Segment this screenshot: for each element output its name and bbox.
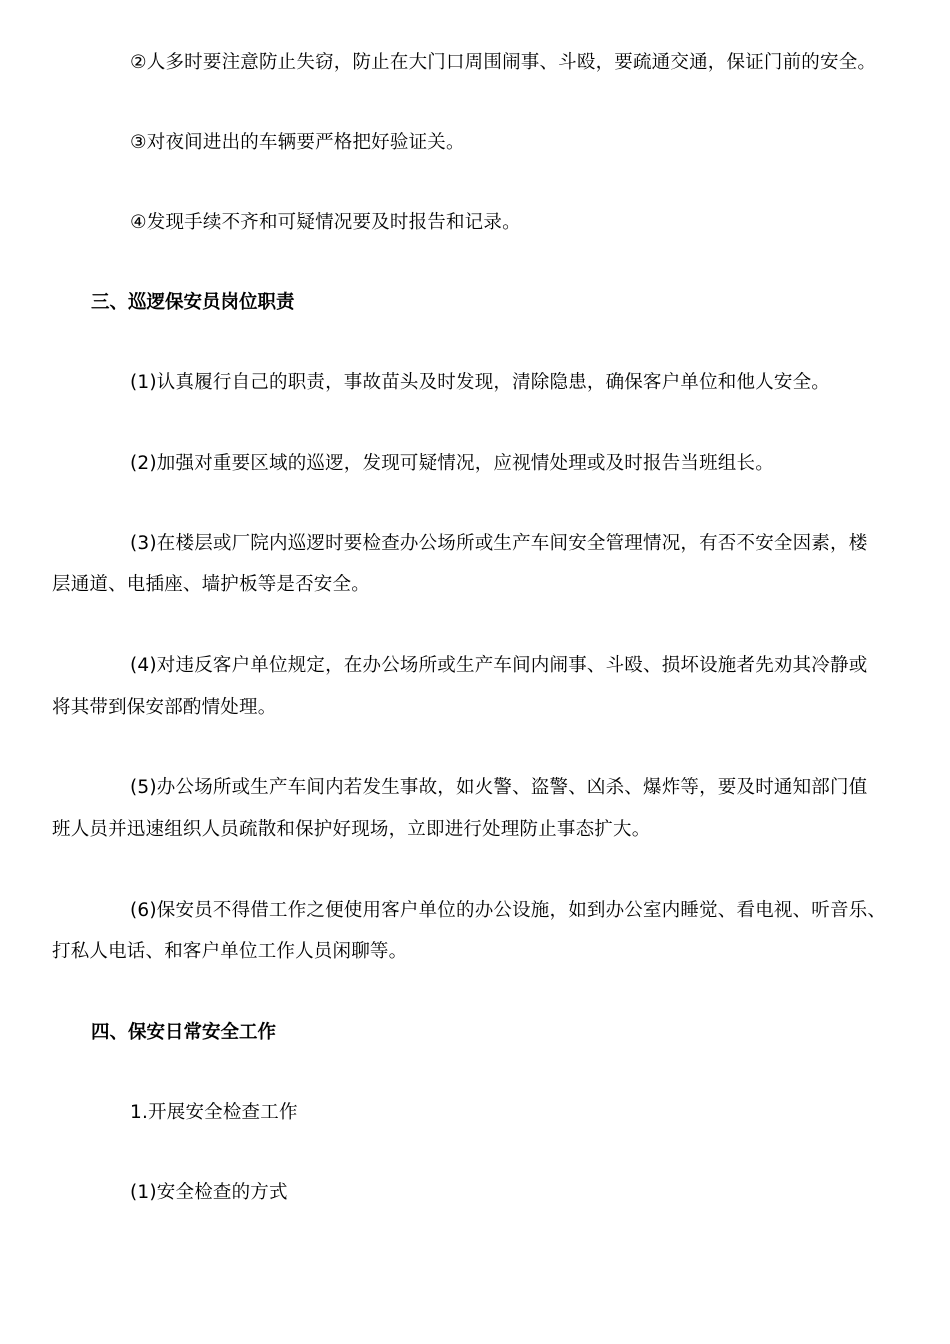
paragraph-item-3: ③对夜间进出的车辆要严格把好验证关。	[130, 132, 465, 153]
patrol-duty-3-line-1: (3)在楼层或厂院内巡逻时要检查办公场所或生产车间安全管理情况，有否不安全因素，楼	[130, 533, 868, 554]
patrol-duty-5-line-1: (5)办公场所或生产车间内若发生事故，如火警、盗警、凶杀、爆炸等，要及时通知部门值	[130, 777, 868, 798]
patrol-duty-3-line-2: 层通道、电插座、墙护板等是否安全。	[52, 574, 370, 595]
subsection-safety-inspection: 1.开展安全检查工作	[130, 1102, 298, 1123]
patrol-duty-4-line-2: 将其带到保安部酌情处理。	[52, 697, 277, 718]
paragraph-item-2: ②人多时要注意防止失窃，防止在大门口周围闹事、斗殴，要疏通交通，保证门前的安全。	[130, 52, 877, 73]
patrol-duty-1: (1)认真履行自己的职责，事故苗头及时发现，清除隐患，确保客户单位和他人安全。	[130, 372, 831, 393]
patrol-duty-6-line-1: (6)保安员不得借工作之便使用客户单位的办公设施，如到办公室内睡觉、看电视、听音乐、	[130, 900, 887, 921]
patrol-duty-2: (2)加强对重要区域的巡逻，发现可疑情况，应视情处理或及时报告当班组长。	[130, 453, 774, 474]
inspection-method-item: (1)安全检查的方式	[130, 1182, 288, 1203]
section-heading-patrol-duties: 三、巡逻保安员岗位职责	[91, 292, 295, 313]
patrol-duty-6-line-2: 打私人电话、和客户单位工作人员闲聊等。	[52, 941, 408, 962]
section-heading-daily-security: 四、保安日常安全工作	[91, 1022, 277, 1043]
patrol-duty-5-line-2: 班人员并迅速组织人员疏散和保护好现场，立即进行处理防止事态扩大。	[52, 819, 651, 840]
patrol-duty-4-line-1: (4)对违反客户单位规定，在办公场所或生产车间内闹事、斗殴、损坏设施者先劝其冷静或	[130, 655, 868, 676]
paragraph-item-4: ④发现手续不齐和可疑情况要及时报告和记录。	[130, 212, 521, 233]
